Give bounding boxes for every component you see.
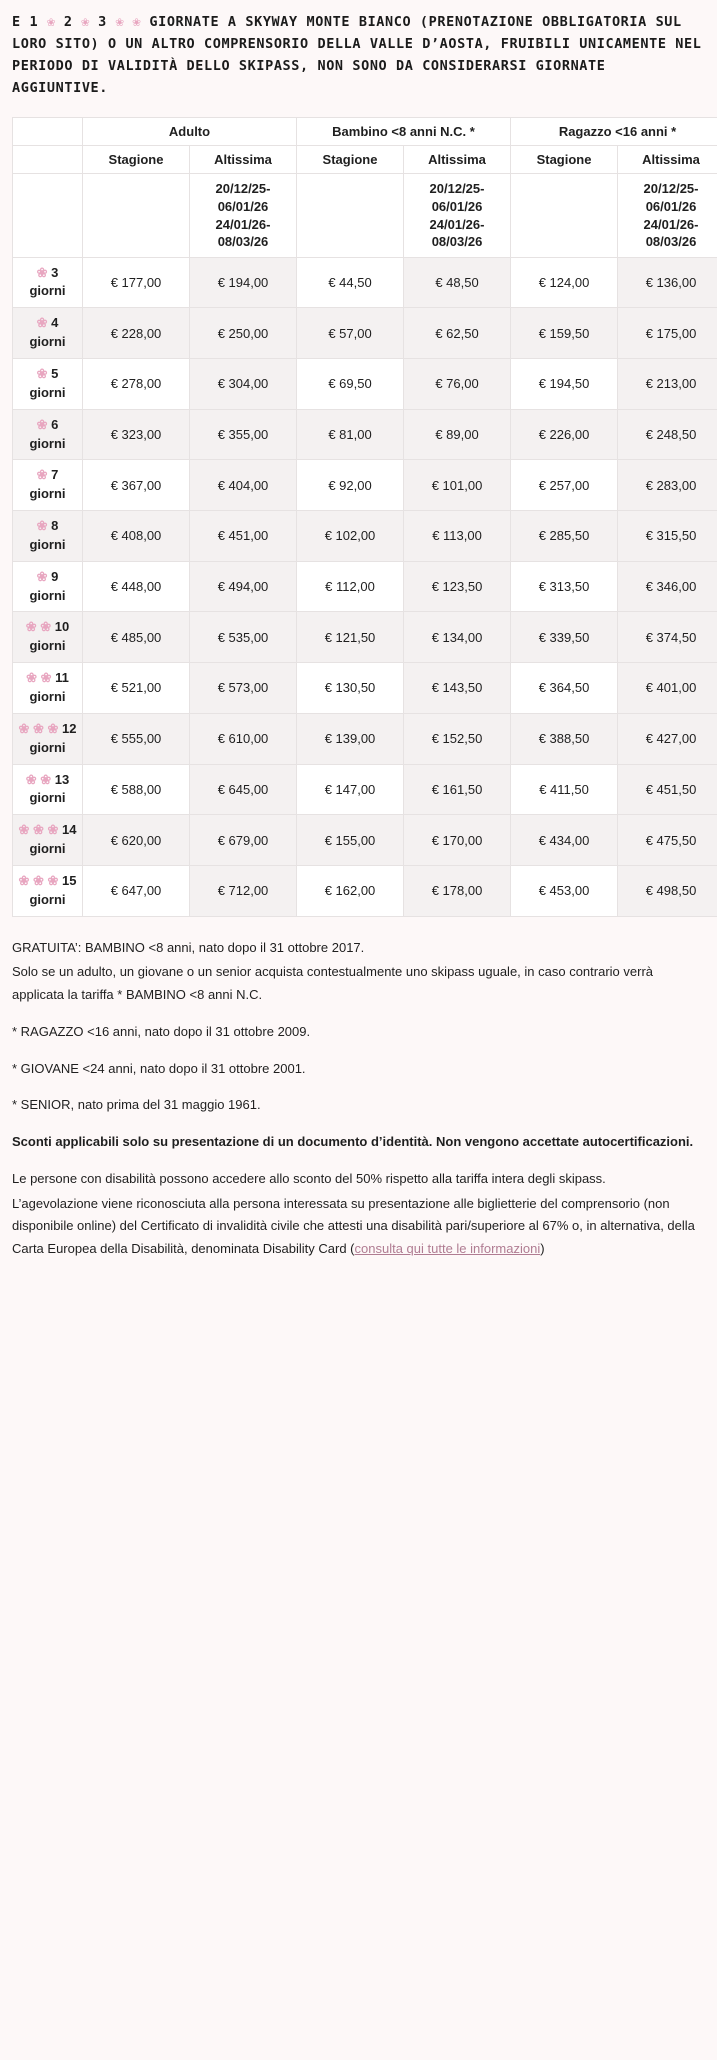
price-cell: € 645,00 <box>190 764 297 815</box>
note-disabilita-1: Le persone con disabilità possono accedere allo sconto del 50% rispetto alla tariffa intera degli skipass. <box>12 1170 606 1186</box>
row-label-text: 12 giorni <box>29 720 77 755</box>
rates-table <box>12 117 717 916</box>
flower-icon: ❀ ❀ ❀ <box>18 872 59 888</box>
price-cell: € 404,00 <box>190 460 297 511</box>
flower-icon: ❀ <box>36 568 48 584</box>
flower-icon: ❀ <box>36 416 48 432</box>
row-label <box>13 308 83 359</box>
price-cell: € 81,00 <box>297 409 404 460</box>
price-cell: € 367,00 <box>83 460 190 511</box>
note-senior: * SENIOR, nato prima del 31 maggio 1961. <box>12 1097 261 1113</box>
price-cell: € 143,50 <box>404 663 511 714</box>
price-cell: € 374,50 <box>618 612 717 663</box>
note-condizione: Solo se un adulto, un giovane o un senior acquista contestualmente uno skipass uguale, in caso contrario verrà applicata la tariffa * BAMBINO <8 anni N.C. <box>12 964 654 1003</box>
price-cell: € 679,00 <box>190 815 297 866</box>
price-cell: € 610,00 <box>190 713 297 764</box>
table-row <box>13 612 717 663</box>
price-cell: € 494,00 <box>190 561 297 612</box>
row-label <box>13 409 83 460</box>
row-label <box>13 663 83 714</box>
row-label-text: 11 giorni <box>29 670 69 704</box>
row-label-text: 5 giorni <box>29 366 66 400</box>
price-cell: € 228,00 <box>83 308 190 359</box>
group-header-bambino: Bambino <8 anni N.C. * <box>297 118 511 146</box>
price-cell: € 102,00 <box>297 511 404 562</box>
price-cell: € 364,50 <box>511 663 618 714</box>
price-cell: € 175,00 <box>618 308 717 359</box>
price-cell: € 161,50 <box>404 764 511 815</box>
flower-icon: ❀ ❀ <box>25 619 52 635</box>
price-cell: € 250,00 <box>190 308 297 359</box>
date-note-blank <box>13 174 83 257</box>
price-cell: € 451,50 <box>618 764 717 815</box>
price-cell: € 248,50 <box>618 409 717 460</box>
table-row <box>13 713 717 764</box>
price-cell: € 162,00 <box>297 865 404 916</box>
row-label-text: 14 giorni <box>29 822 77 857</box>
note-disabilita-2-text: L’agevolazione viene riconosciuta alla persona interessata su presentazione alle biglietterie del comprensorio (non disponibile online) del Certificato di invalidità civile che attesti una disabilità pari/superiore al 67% o, in alternativa, della Carta Europea della Disabilità, denominata Disability Card ( <box>12 1195 695 1257</box>
info-link[interactable]: consulta qui tutte le informazioni <box>354 1241 541 1257</box>
flower-icon: ❀ <box>36 315 48 331</box>
price-cell: € 283,00 <box>618 460 717 511</box>
price-cell: € 44,50 <box>297 257 404 308</box>
heading-number-3: 3 <box>98 14 107 30</box>
price-cell: € 285,50 <box>511 511 618 562</box>
heading-number-2: 2 <box>63 14 73 30</box>
subheader-stagione-bambino: Stagione <box>297 146 404 174</box>
price-cell: € 408,00 <box>83 511 190 562</box>
note-gratuita: GRATUITA’: BAMBINO <8 anni, nato dopo il 31 ottobre 2017. <box>12 939 365 955</box>
date-note-line-2: 24/01/26-08/03/26 <box>215 216 271 250</box>
flower-icon: ❀ <box>132 14 141 30</box>
price-cell: € 401,00 <box>618 663 717 714</box>
price-cell: € 647,00 <box>83 865 190 916</box>
table-date-note-row <box>13 174 717 257</box>
table-row <box>13 511 717 562</box>
price-cell: € 712,00 <box>190 865 297 916</box>
price-cell: € 130,50 <box>297 663 404 714</box>
price-cell: € 313,50 <box>511 561 618 612</box>
price-cell: € 147,00 <box>297 764 404 815</box>
price-cell: € 194,50 <box>511 359 618 410</box>
row-label-text: 8 giorni <box>29 518 66 552</box>
subheader-altissima-bambino: Altissima <box>404 146 511 174</box>
table-row <box>13 561 717 612</box>
row-label-text: 3 giorni <box>29 264 66 299</box>
price-cell: € 123,50 <box>404 561 511 612</box>
price-cell: € 346,00 <box>618 561 717 612</box>
table-row <box>13 815 717 866</box>
heading-text: GIORNATE A SKYWAY MONTE BIANCO (PRENOTAZIONE OBBLIGATORIA SUL LORO SITO) O UN ALTRO COMPRENSORIO DELLA VALLE D’AOSTA, FRUIBILI UNICAMENTE NEL PERIODO DI VALIDITÀ DELLO SKIPASS, NON SONO DA CONSIDERARSI GIORNATE AGGIUNTIVE. <box>12 14 702 96</box>
row-label-text: 7 giorni <box>29 467 66 502</box>
price-cell: € 121,50 <box>297 612 404 663</box>
price-cell: € 278,00 <box>83 359 190 410</box>
flower-icon: ❀ <box>46 14 56 30</box>
price-cell: € 498,50 <box>618 865 717 916</box>
row-label <box>13 257 83 308</box>
heading-prefix: E <box>12 14 21 30</box>
price-cell: € 124,00 <box>511 257 618 308</box>
price-cell: € 152,50 <box>404 713 511 764</box>
table-subheader-row <box>13 146 717 174</box>
heading-number-1: 1 <box>29 14 39 30</box>
table-row <box>13 865 717 916</box>
price-cell: € 355,00 <box>190 409 297 460</box>
row-label-text: 6 giorni <box>29 416 66 451</box>
group-header-adulto: Adulto <box>83 118 297 146</box>
note-disabilita-2 <box>12 1193 705 1261</box>
rates-table-body <box>13 257 717 916</box>
note-giovane: * GIOVANE <24 anni, nato dopo il 31 ottobre 2001. <box>12 1060 306 1076</box>
row-label <box>13 359 83 410</box>
price-cell: € 170,00 <box>404 815 511 866</box>
group-header-ragazzo: Ragazzo <16 anni * <box>511 118 717 146</box>
date-note-line-1: 20/12/25-06/01/26 <box>643 181 699 214</box>
price-cell: € 113,00 <box>404 511 511 562</box>
price-cell: € 555,00 <box>83 713 190 764</box>
price-cell: € 226,00 <box>511 409 618 460</box>
price-cell: € 521,00 <box>83 663 190 714</box>
note-disabilita-2-tail: ) <box>540 1241 545 1257</box>
price-cell: € 48,50 <box>404 257 511 308</box>
price-cell: € 475,50 <box>618 815 717 866</box>
flower-icon: ❀ <box>36 518 48 534</box>
date-note-blank-adulto <box>83 174 190 257</box>
price-cell: € 213,00 <box>618 359 717 410</box>
table-row <box>13 460 717 511</box>
row-label-text: 15 giorni <box>29 872 77 907</box>
price-cell: € 411,50 <box>511 764 618 815</box>
date-note-blank-ragazzo <box>511 174 618 257</box>
flower-icon: ❀ ❀ <box>25 771 52 787</box>
flower-icon: ❀ ❀ <box>26 670 52 686</box>
row-label <box>13 460 83 511</box>
row-label-text: 10 giorni <box>29 619 70 654</box>
price-cell: € 535,00 <box>190 612 297 663</box>
price-cell: € 57,00 <box>297 308 404 359</box>
price-cell: € 177,00 <box>83 257 190 308</box>
price-cell: € 453,00 <box>511 865 618 916</box>
table-row <box>13 409 717 460</box>
notes-section <box>12 937 705 1261</box>
date-note-line-1: 20/12/25-06/01/26 <box>215 181 271 214</box>
price-cell: € 339,50 <box>511 612 618 663</box>
price-cell: € 304,00 <box>190 359 297 410</box>
price-cell: € 92,00 <box>297 460 404 511</box>
flower-icon: ❀ <box>115 14 124 30</box>
subheader-altissima-ragazzo: Altissima <box>618 146 717 174</box>
price-cell: € 101,00 <box>404 460 511 511</box>
date-note-blank-bambino <box>297 174 404 257</box>
price-cell: € 112,00 <box>297 561 404 612</box>
price-cell: € 136,00 <box>618 257 717 308</box>
price-cell: € 178,00 <box>404 865 511 916</box>
date-note-line-2: 24/01/26-08/03/26 <box>429 216 485 250</box>
flower-icon: ❀ <box>36 467 48 483</box>
subheader-stagione-ragazzo: Stagione <box>511 146 618 174</box>
row-label <box>13 815 83 866</box>
price-cell: € 315,50 <box>618 511 717 562</box>
price-cell: € 62,50 <box>404 308 511 359</box>
row-label <box>13 713 83 764</box>
page-title <box>12 12 705 99</box>
date-note-ragazzo <box>618 174 717 257</box>
table-group-header-row <box>13 118 717 146</box>
price-cell: € 323,00 <box>83 409 190 460</box>
row-label <box>13 561 83 612</box>
price-cell: € 155,00 <box>297 815 404 866</box>
table-row <box>13 257 717 308</box>
flower-icon: ❀ ❀ ❀ <box>18 822 59 838</box>
flower-icon: ❀ <box>81 14 90 30</box>
price-cell: € 434,00 <box>511 815 618 866</box>
price-cell: € 134,00 <box>404 612 511 663</box>
price-cell: € 451,00 <box>190 511 297 562</box>
price-cell: € 257,00 <box>511 460 618 511</box>
table-row <box>13 308 717 359</box>
subheader-blank <box>13 146 83 174</box>
table-row <box>13 764 717 815</box>
date-note-adulto <box>190 174 297 257</box>
table-row <box>13 663 717 714</box>
subheader-altissima-adulto: Altissima <box>190 146 297 174</box>
price-cell: € 427,00 <box>618 713 717 764</box>
corner-cell <box>13 118 83 146</box>
row-label <box>13 612 83 663</box>
price-cell: € 139,00 <box>297 713 404 764</box>
flower-icon: ❀ <box>36 264 48 280</box>
note-sconti: Sconti applicabili solo su presentazione di un documento d’identità. Non vengono accettate autocertificazioni. <box>12 1134 694 1150</box>
date-note-line-2: 24/01/26-08/03/26 <box>643 216 699 250</box>
price-cell: € 76,00 <box>404 359 511 410</box>
subheader-stagione-adulto: Stagione <box>83 146 190 174</box>
row-label-text: 4 giorni <box>29 315 66 350</box>
price-cell: € 588,00 <box>83 764 190 815</box>
row-label <box>13 865 83 916</box>
row-label <box>13 764 83 815</box>
price-cell: € 620,00 <box>83 815 190 866</box>
price-cell: € 194,00 <box>190 257 297 308</box>
price-cell: € 485,00 <box>83 612 190 663</box>
date-note-bambino <box>404 174 511 257</box>
table-row <box>13 359 717 410</box>
flower-icon: ❀ ❀ ❀ <box>18 720 59 736</box>
price-cell: € 388,50 <box>511 713 618 764</box>
price-cell: € 89,00 <box>404 409 511 460</box>
date-note-line-1: 20/12/25-06/01/26 <box>429 181 485 214</box>
price-cell: € 159,50 <box>511 308 618 359</box>
row-label-text: 13 giorni <box>29 771 70 806</box>
price-cell: € 573,00 <box>190 663 297 714</box>
flower-icon: ❀ <box>36 366 48 381</box>
row-label-text: 9 giorni <box>29 568 66 603</box>
note-ragazzo: * RAGAZZO <16 anni, nato dopo il 31 ottobre 2009. <box>12 1023 311 1039</box>
price-cell: € 69,50 <box>297 359 404 410</box>
row-label <box>13 511 83 562</box>
price-cell: € 448,00 <box>83 561 190 612</box>
